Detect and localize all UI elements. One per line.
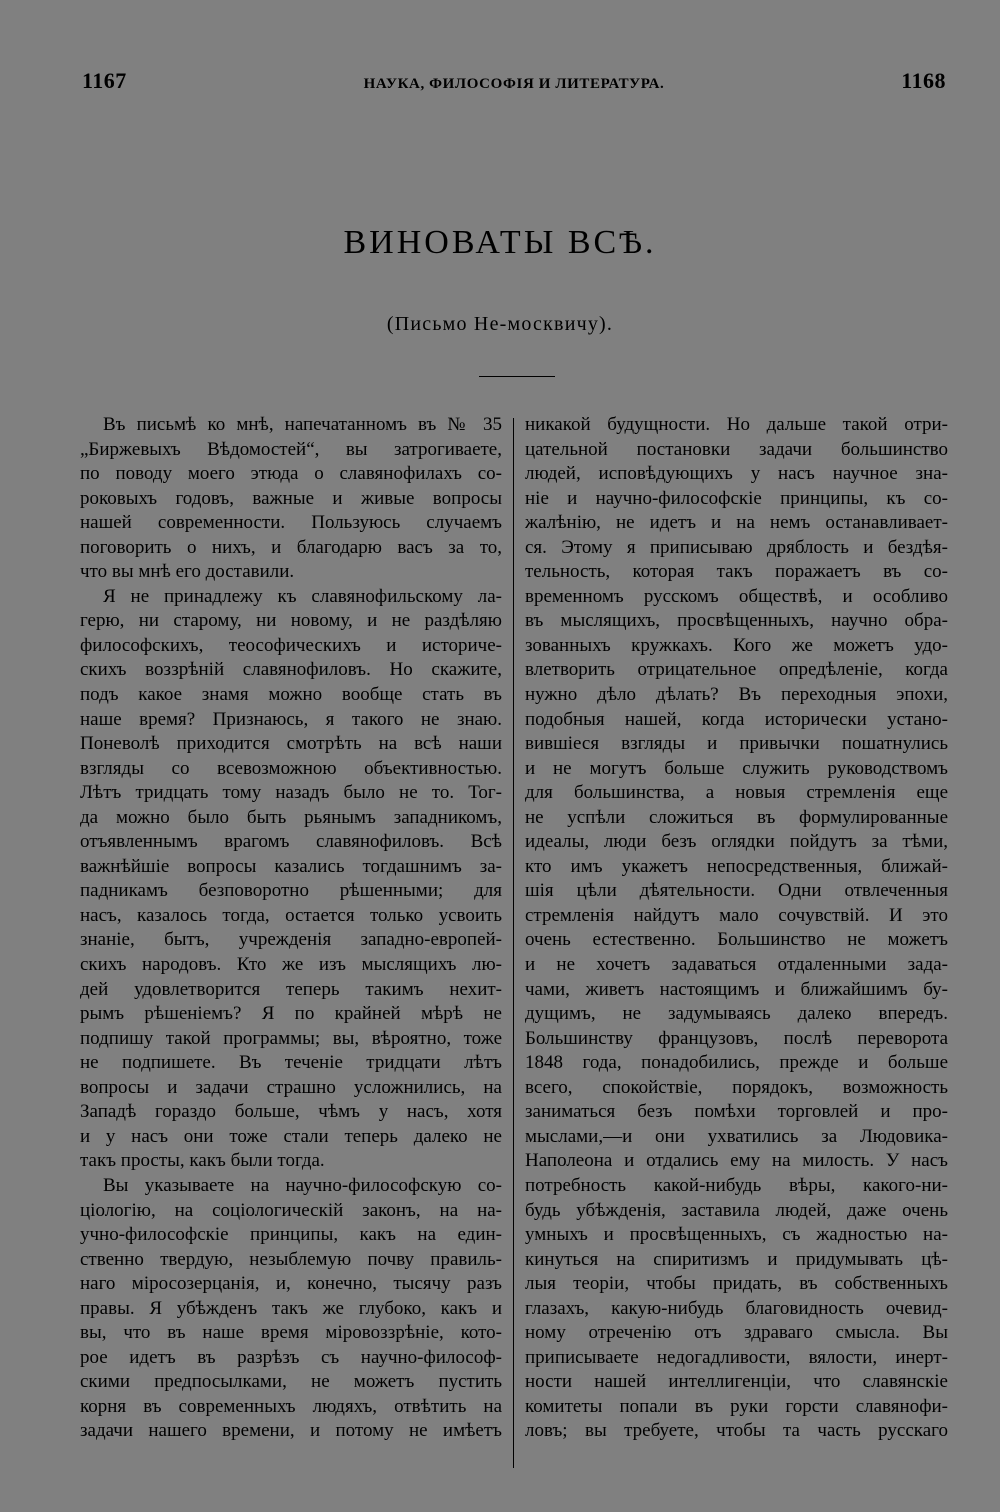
text-line: всего, спокойствіе, порядокъ, возможность bbox=[525, 1076, 948, 1098]
text-line: не успѣли сложиться въ формулированные bbox=[525, 806, 948, 828]
text-line: рое идетъ въ разрѣзъ съ научно-философ- bbox=[80, 1346, 502, 1368]
text-line: задачи нашего времени, и потому не имѣетъ bbox=[80, 1420, 502, 1442]
text-line: корня въ современныхъ людяхъ, отвѣтить на bbox=[80, 1395, 502, 1417]
text-line: очень естественно. Большинство не можетъ bbox=[525, 929, 948, 951]
text-line: временномъ русскомъ обществѣ, и особливо bbox=[525, 585, 948, 607]
page-number-left: 1167 bbox=[82, 68, 127, 93]
text-line: важнѣйшіе вопросы казались тогдашнимъ за- bbox=[80, 855, 502, 877]
text-line: насъ, казалось тогда, остается только усвоить bbox=[80, 904, 502, 926]
text-line: Большинству французовъ, послѣ переворота bbox=[525, 1027, 948, 1049]
text-line: ціологію, на соціологическій законъ, на на- bbox=[80, 1199, 502, 1221]
text-line: чами, живетъ настоящимъ и ближайшимъ бу- bbox=[525, 978, 948, 1000]
text-line: 1848 года, понадобились, прежде и больше bbox=[525, 1052, 948, 1074]
text-line: взгляды со всевозможною объективностью. bbox=[80, 757, 502, 779]
text-line: тельность, которая такъ поражаетъ въ со- bbox=[525, 561, 948, 583]
text-line: Я не принадлежу къ славянофильскому ла- bbox=[103, 585, 502, 607]
text-line: зованныхъ кружкахъ. Кого же можетъ удо- bbox=[525, 634, 948, 656]
text-line: будь убѣжденія, заставила людей, даже очень bbox=[525, 1199, 948, 1221]
page-header bbox=[82, 68, 946, 102]
text-line: герю, ни старому, ни новому, и не раздѣляю bbox=[80, 610, 502, 632]
article-subtitle: (Письмо Не-москвичу). bbox=[386, 313, 614, 335]
text-line: отъявленнымъ врагомъ славянофиловъ. Всѣ bbox=[80, 831, 502, 853]
text-line: роковыхъ годовъ, важные и живые вопросы bbox=[80, 487, 502, 509]
text-line: скихъ воззрѣній славянофиловъ. Но скажите, bbox=[80, 659, 502, 681]
text-line: никакой будущности. Но дальше такой отри- bbox=[525, 414, 948, 435]
text-line: жалѣнію, не идетъ и на немъ останавливает- bbox=[525, 512, 948, 534]
text-line: Западѣ гораздо больше, чѣмъ у насъ, хотя bbox=[80, 1101, 502, 1123]
text-line: философскихъ, теософическихъ и историче- bbox=[80, 634, 502, 656]
text-line: вившіеся взгляды и привычки пошатнулись bbox=[525, 733, 948, 755]
text-line: дей удовлетворится теперь такимъ нехит- bbox=[80, 978, 502, 1000]
text-line: что вы мнѣ его доставили. bbox=[80, 561, 295, 583]
text-line: умныхъ и просвѣщенныхъ, съ жадностью на- bbox=[525, 1224, 948, 1246]
text-line: скихъ народовъ. Кто же изъ мыслящихъ лю- bbox=[80, 954, 502, 976]
article-title: ВИНОВАТЫ ВСѢ. bbox=[343, 224, 657, 261]
text-line: заниматься безъ помѣхи торговлей и про- bbox=[525, 1101, 948, 1123]
text-line: подобныя нашей, когда исторически устано- bbox=[525, 708, 948, 730]
text-line: подпишу такой программы; вы, вѣроятно, тоже bbox=[80, 1027, 502, 1049]
text-line: Наполеона и отдались ему на милость. У насъ bbox=[525, 1150, 948, 1172]
text-line: и у насъ они тоже стали теперь далеко не bbox=[80, 1125, 502, 1147]
text-line: не подпишете. Въ теченіе тридцати лѣтъ bbox=[80, 1052, 502, 1074]
text-line: кто имъ укажетъ непосредственныя, ближай- bbox=[525, 855, 948, 877]
text-line: наше время? Признаюсь, я такого не знаю. bbox=[80, 708, 502, 730]
text-line: да можно было быть рьянымъ западникомъ, bbox=[80, 806, 502, 828]
text-line: ніе и научно-философскіе принципы, къ со- bbox=[525, 487, 948, 509]
column-divider bbox=[513, 418, 514, 1468]
text-line: Поневолѣ приходится смотрѣть на всѣ наши bbox=[80, 733, 502, 755]
text-line: для большинства, а новыя стремленія еще bbox=[525, 782, 948, 804]
text-line: ности нашей интеллигенціи, что славянскіе bbox=[525, 1371, 948, 1393]
text-line: и не хочетъ задаваться отдаленными зада- bbox=[525, 954, 948, 976]
text-line: Въ письмѣ ко мнѣ, напечатанномъ въ № 35 bbox=[103, 414, 502, 435]
text-line: цательной постановки задачи большинство bbox=[525, 438, 948, 460]
text-line: влетворить отрицательное опредѣленіе, когда bbox=[525, 659, 948, 681]
text-column-right bbox=[525, 413, 948, 1444]
text-line: Лѣтъ тридцать тому назадъ было не то. Тог- bbox=[80, 782, 502, 804]
text-line: приписываете недогадливости, вялости, инерт- bbox=[525, 1346, 948, 1368]
text-line: нужно дѣло дѣлать? Въ переходныя эпохи, bbox=[525, 684, 948, 706]
text-line: вы, что въ наше время міровоззрѣніе, кото- bbox=[80, 1322, 502, 1344]
text-line: людей, исповѣдующихъ у насъ научное зна- bbox=[525, 463, 948, 485]
text-line: Вы указываете на научно-философскую со- bbox=[103, 1174, 502, 1196]
text-line: комитеты попали въ руки горсти славянофи- bbox=[525, 1395, 948, 1417]
text-line: стремленія найдутъ мало сочувствій. И это bbox=[525, 904, 948, 926]
text-line: вопросы и задачи страшно усложнились, на bbox=[80, 1076, 502, 1098]
page-number-right: 1168 bbox=[901, 68, 946, 93]
text-line: лыя теоріи, чтобы придать, въ собственныхъ bbox=[525, 1273, 948, 1295]
text-line: наго міросозерцанія, и, конечно, тысячу разъ bbox=[80, 1273, 502, 1295]
text-line: идеалы, люди безъ оглядки пойдутъ за тѣми, bbox=[525, 831, 948, 853]
text-column-left bbox=[80, 413, 502, 1444]
text-line: учно-философскіе принципы, какъ на един- bbox=[80, 1224, 502, 1246]
text-line: мыслами,—и они ухватились за Людовика- bbox=[525, 1125, 948, 1147]
text-line: по поводу моего этюда о славянофилахъ со- bbox=[80, 463, 502, 485]
text-line: „Биржевыхъ Вѣдомостей“, вы затрогиваете, bbox=[80, 438, 502, 460]
text-line: шія цѣли дѣятельности. Одни отвлеченныя bbox=[525, 880, 948, 902]
text-line: ственно твердую, незыблемую почву правиль- bbox=[80, 1248, 502, 1270]
text-line: и не могутъ больше служить руководствомъ bbox=[525, 757, 948, 779]
title-rule bbox=[479, 376, 555, 377]
text-line: падникамъ безповоротно рѣшенными; для bbox=[80, 880, 502, 902]
text-line: въ мыслящихъ, просвѣщенныхъ, научно обра- bbox=[525, 610, 948, 632]
text-line: такъ просты, какъ были тогда. bbox=[80, 1150, 325, 1172]
text-line: рымъ рѣшеніемъ? Я по крайней мѣрѣ не bbox=[80, 1003, 502, 1025]
text-line: поговорить о нихъ, и благодарю васъ за то, bbox=[80, 536, 502, 558]
text-line: ся. Этому я приписываю дряблость и бездѣя- bbox=[525, 536, 948, 558]
text-line: знаніе, бытъ, учрежденія западно-европей- bbox=[80, 929, 502, 951]
text-line: дущимъ, не задумываясь далеко впередъ. bbox=[525, 1003, 948, 1025]
text-line: подъ какое знамя можно вообще стать въ bbox=[80, 684, 502, 706]
text-line: потребность какой-нибудь вѣры, какого-ни- bbox=[525, 1174, 948, 1196]
running-head: НАУКА, ФИЛОСОФІЯ И ЛИТЕРАТУРА. bbox=[363, 76, 665, 92]
text-line: глазахъ, какую-нибудь благовидность очевид- bbox=[525, 1297, 948, 1319]
text-line: нашей современности. Пользуюсь случаемъ bbox=[80, 512, 502, 534]
text-line: ловъ; вы требуете, чтобы та часть русскаго bbox=[525, 1420, 948, 1442]
text-line: ному отреченію отъ здраваго смысла. Вы bbox=[525, 1322, 948, 1344]
text-line: кинуться на спиритизмъ и придумывать цѣ- bbox=[525, 1248, 948, 1270]
text-line: скими предпосылками, не можетъ пустить bbox=[80, 1371, 502, 1393]
text-line: правы. Я убѣжденъ такъ же глубоко, какъ и bbox=[80, 1297, 502, 1319]
